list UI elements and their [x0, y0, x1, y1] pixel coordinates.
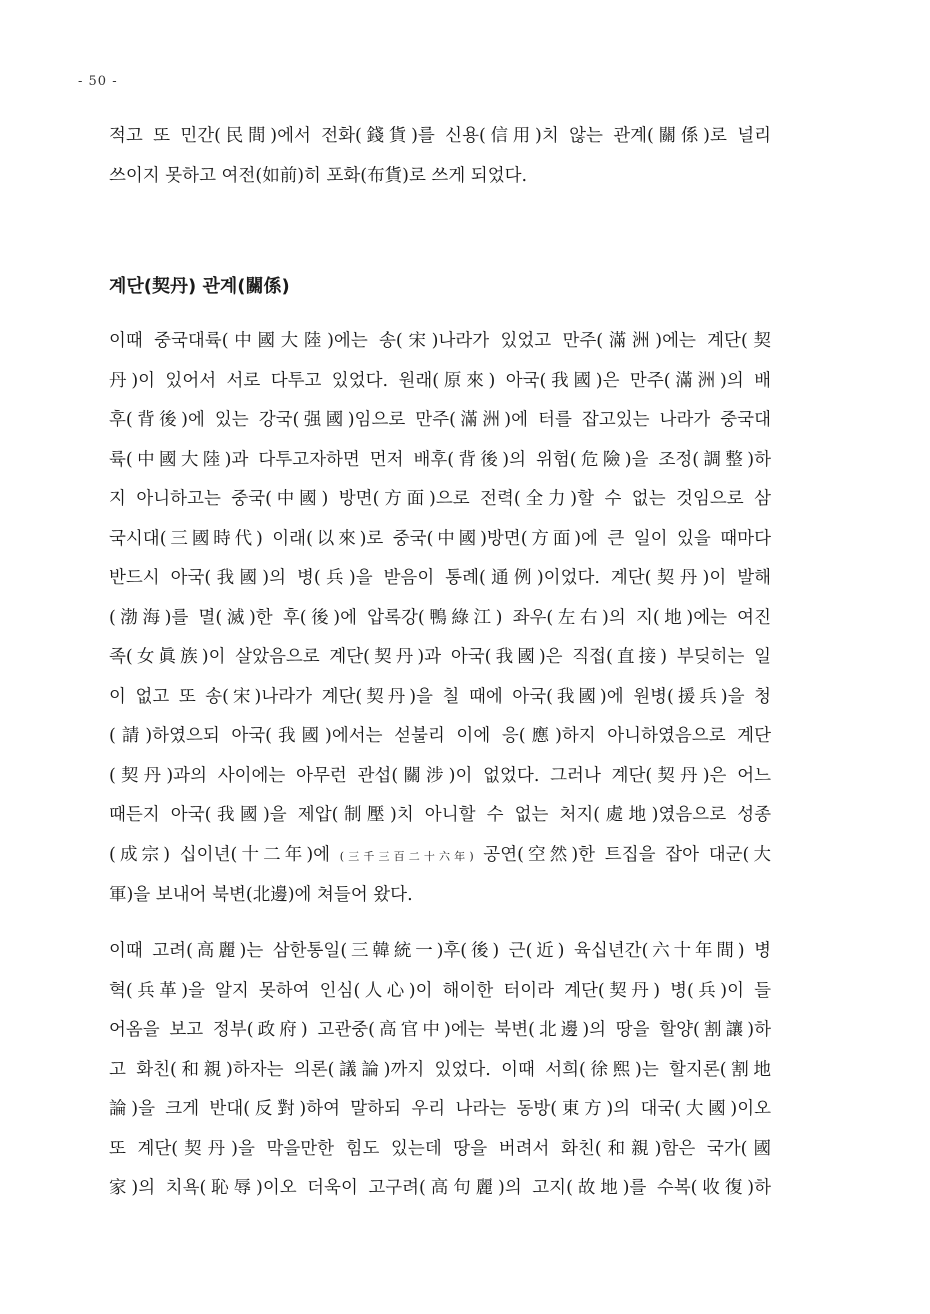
text-line: 때든지 아국(我國)을 제압(制壓)치 아니할 수 없는 처지(處地)였음으로 성종 [109, 805, 771, 825]
year-note: (三千三百二十六年) [339, 849, 474, 863]
text-line: 혁(兵革)을 알지 못하여 인심(人心)이 해이한 터이라 계단(契丹) 병(兵)이 들 [109, 980, 771, 1001]
text-segment: 공연(空然)한 트집을 잡아 대군(大 [473, 844, 771, 865]
text-line: 또 계단(契丹)을 막을만한 힘도 있는데 땅을 버려서 화친(和親)함은 국가(國 [109, 1138, 771, 1159]
text-line: (契丹)과의 사이에는 아무런 관섭(關涉)이 없었다. 그러나 계단(契丹)은 어느 [109, 765, 771, 786]
text-line: 論)을 크게 반대(反對)하여 말하되 우리 나라는 동방(東方)의 대국(大國)이오 [109, 1099, 771, 1119]
page-number: - 50 - [78, 74, 118, 89]
text-line: 丹)이 있어서 서로 다투고 있었다. 원래(原來) 아국(我國)은 만주(滿洲)의 배 [109, 370, 771, 391]
text-line: 적고 또 민간(民間)에서 전화(錢貨)를 신용(信用)치 않는 관계(關係)로 널리 [109, 126, 771, 146]
body-paragraph-1 [109, 322, 771, 916]
text-line: 륙(中國大陸)과 다투고자하면 먼저 배후(背後)의 위험(危險)을 조정(調整)하 [109, 449, 771, 470]
text-line [109, 836, 771, 877]
text-line: 반드시 아국(我國)의 병(兵)을 받음이 통례(通例)이었다. 계단(契丹)이 발해 [109, 568, 771, 588]
body-paragraph-2 [109, 932, 771, 1209]
text-line: 쓰이지 못하고 여전(如前)히 포화(布貨)로 쓰게 되었다. [109, 165, 528, 186]
text-line: (渤海)를 멸(滅)한 후(後)에 압록강(鴨綠江) 좌우(左右)의 지(地)에는 여진 [109, 607, 771, 628]
text-segment: (成宗) 십이년(十二年)에 [109, 844, 340, 865]
intro-paragraph [109, 117, 771, 196]
text-line: 家)의 치욕(恥辱)이오 더욱이 고구려(高句麗)의 고지(故地)를 수복(收復)하 [109, 1178, 771, 1198]
text-line: 고 화친(和親)하자는 의론(議論)까지 있었다. 이때 서희(徐熙)는 할지론(割地 [109, 1059, 771, 1080]
text-line: 이때 중국대륙(中國大陸)에는 송(宋)나라가 있었고 만주(滿洲)에는 계단(契 [109, 331, 771, 351]
section-heading: 계단(契丹) 관계(關係) [109, 276, 290, 297]
text-line: 국시대(三國時代) 이래(以來)로 중국(中國)방면(方面)에 큰 일이 있을 때마다 [109, 528, 771, 549]
text-line: 이때 고려(高麗)는 삼한통일(三韓統一)후(後) 근(近) 육십년간(六十年間) 병 [109, 941, 771, 961]
text-line: 이 없고 또 송(宋)나라가 계단(契丹)을 칠 때에 아국(我國)에 원병(援兵)을 청 [109, 686, 771, 707]
text-line: 족(女眞族)이 살았음으로 계단(契丹)과 아국(我國)은 직접(直接) 부딪히는 일 [109, 647, 771, 667]
text-line: 지 아니하고는 중국(中國) 방면(方面)으로 전력(全力)할 수 없는 것임으로 삼 [109, 489, 771, 509]
text-line: 어옴을 보고 정부(政府) 고관중(高官中)에는 북변(北邊)의 땅을 할양(割讓)하 [109, 1020, 771, 1040]
text-line: (請)하였으되 아국(我國)에서는 섣불리 이에 응(應)하지 아니하였음으로 계단 [109, 726, 771, 746]
text-line: 후(背後)에 있는 강국(强國)임으로 만주(滿洲)에 터를 잡고있는 나라가 중국대 [109, 410, 771, 430]
text-line: 軍)을 보내어 북변(北邊)에 쳐들어 왔다. [109, 885, 413, 905]
